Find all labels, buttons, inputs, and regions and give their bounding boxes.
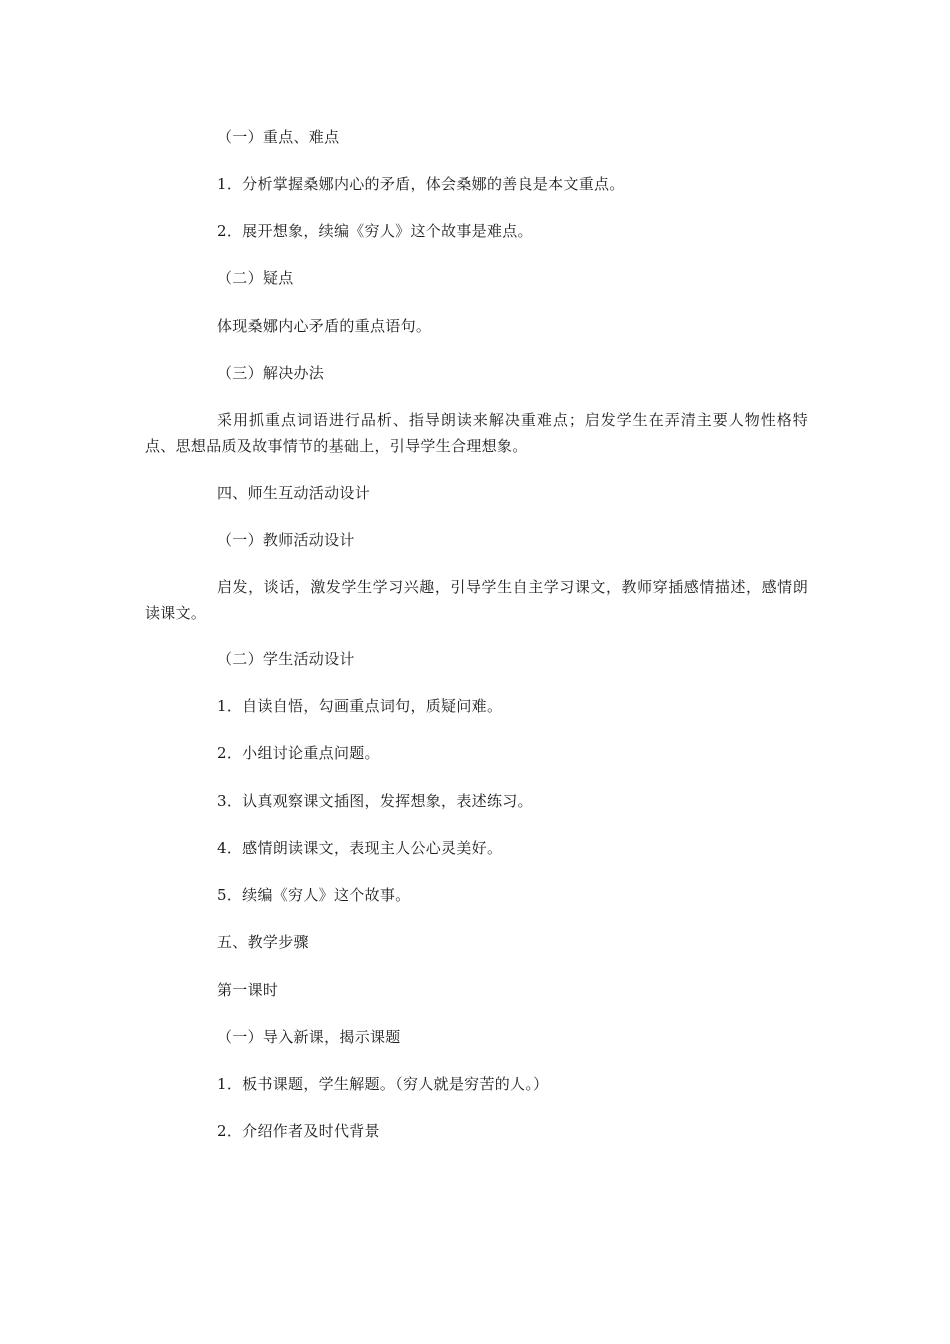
subheading-solution: （三）解决办法: [217, 364, 325, 382]
section-heading-activity-design: 四、师生互动活动设计: [217, 484, 371, 502]
subheading-student-activity: （二）学生活动设计: [217, 650, 355, 668]
list-item: 4．感情朗读课文，表现主人公心灵美好。: [217, 839, 503, 857]
subheading-doubts: （二）疑点: [217, 269, 294, 287]
list-item: 2．展开想象，续编《穷人》这个故事是难点。: [217, 222, 533, 240]
paragraph: 启发，谈话，激发学生学习兴趣，引导学生自主学习课文，教师穿插感情描述，感情朗读课文。: [145, 578, 808, 622]
subheading-teacher-activity: （一）教师活动设计: [217, 531, 355, 549]
list-item: 1．分析掌握桑娜内心的矛盾，体会桑娜的善良是本文重点。: [217, 175, 625, 193]
list-item: 3．认真观察课文插图，发挥想象，表述练习。: [217, 792, 533, 810]
list-item: 5．续编《穷人》这个故事。: [217, 886, 411, 904]
paragraph: 体现桑娜内心矛盾的重点语句。: [217, 317, 432, 335]
paragraph: 采用抓重点词语进行品析、指导朗读来解决重难点；启发学生在弄清主要人物性格特点、思想品质及故事情节的基础上，引导学生合理想象。: [145, 411, 808, 455]
list-item: 2．介绍作者及时代背景: [217, 1122, 380, 1140]
subheading-introduction: （一）导入新课，揭示课题: [217, 1028, 401, 1046]
list-item: 1．自读自悟，勾画重点词句，质疑问难。: [217, 697, 503, 715]
subheading-key-points: （一）重点、难点: [217, 128, 340, 146]
subheading-first-lesson: 第一课时: [217, 981, 279, 999]
list-item: 2．小组讨论重点问题。: [217, 744, 380, 762]
list-item: 1．板书课题，学生解题。（穷人就是穷苦的人。）: [217, 1075, 549, 1093]
section-heading-teaching-steps: 五、教学步骤: [217, 933, 309, 951]
